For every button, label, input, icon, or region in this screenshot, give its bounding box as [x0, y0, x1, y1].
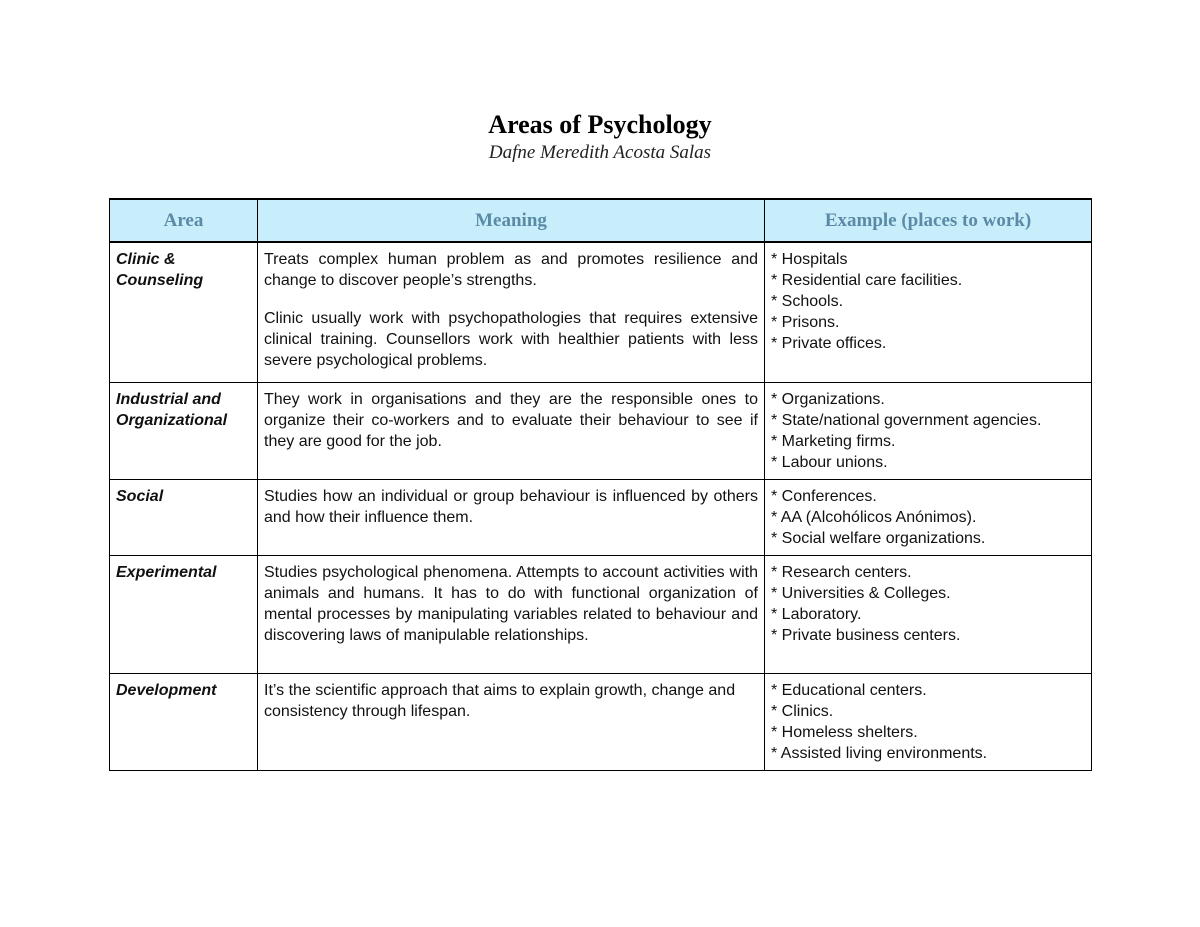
areas-table	[109, 198, 1092, 771]
area-meaning	[258, 556, 765, 674]
table-row	[110, 383, 1092, 480]
meaning-paragraph: It’s the scientific approach that aims to explain growth, change and consistency through lifespan.	[264, 682, 736, 720]
place-item: * Laboratory.	[771, 606, 862, 623]
table-row	[110, 556, 1092, 674]
meaning-paragraph: Treats complex human problem as and promotes resilience and change to discover people’s strengths.	[264, 251, 758, 289]
table-row	[110, 674, 1092, 771]
place-item: * Residential care facilities.	[771, 272, 963, 289]
area-places	[765, 242, 1092, 383]
place-item: * Hospitals	[771, 251, 848, 268]
area-places	[765, 674, 1092, 771]
area-name: Development	[110, 674, 258, 771]
place-item: * Homeless shelters.	[771, 724, 918, 741]
meaning-paragraph: Studies psychological phenomena. Attempts to account activities with animals and humans. It has to do with functional organization of mental processes by manipulating variables related to behaviour and discovering laws of manipulable relationships.	[264, 564, 758, 644]
place-item: * Private business centers.	[771, 627, 961, 644]
header-area: Area	[110, 199, 258, 242]
meaning-paragraph: Studies how an individual or group behaviour is influenced by others and how their influence them.	[264, 488, 758, 526]
header-places: Example (places to work)	[765, 199, 1092, 242]
place-item: * Clinics.	[771, 703, 834, 720]
area-name: Social	[110, 480, 258, 556]
place-item: * Social welfare organizations.	[771, 530, 986, 547]
area-meaning	[258, 674, 765, 771]
table-row	[110, 242, 1092, 383]
place-item: * Private offices.	[771, 335, 887, 352]
header-meaning: Meaning	[258, 199, 765, 242]
place-item: * Organizations.	[771, 391, 885, 408]
area-places	[765, 383, 1092, 480]
place-item: * Schools.	[771, 293, 844, 310]
place-item: * Prisons.	[771, 314, 840, 331]
area-name: Clinic & Counseling	[110, 242, 258, 383]
place-item: * State/national government agencies.	[771, 412, 1042, 429]
area-name: Experimental	[110, 556, 258, 674]
table-header-row	[110, 199, 1092, 242]
place-item: * Research centers.	[771, 564, 912, 581]
place-item: * Conferences.	[771, 488, 877, 505]
place-item: * Assisted living environments.	[771, 745, 988, 762]
meaning-paragraph: They work in organisations and they are the responsible ones to organize their co-workers and to evaluate their behaviour to see if they are good for the job.	[264, 391, 758, 450]
place-item: * Labour unions.	[771, 454, 888, 471]
document-title: Areas of Psychology	[488, 110, 712, 139]
area-places	[765, 556, 1092, 674]
document-author: Dafne Meredith Acosta Salas	[488, 142, 712, 163]
area-places	[765, 480, 1092, 556]
place-item: * Educational centers.	[771, 682, 927, 699]
place-item: * Marketing firms.	[771, 433, 896, 450]
area-meaning	[258, 383, 765, 480]
place-item: * Universities & Colleges.	[771, 585, 951, 602]
meaning-paragraph: Clinic usually work with psychopathologies that requires extensive clinical training. Counsellors work with healthier patients with less severe psychological problems.	[264, 310, 758, 369]
place-item: * AA (Alcohólicos Anónimos).	[771, 509, 977, 526]
area-meaning	[258, 480, 765, 556]
area-meaning	[258, 242, 765, 383]
area-name: Industrial and Organizational	[110, 383, 258, 480]
table-row	[110, 480, 1092, 556]
